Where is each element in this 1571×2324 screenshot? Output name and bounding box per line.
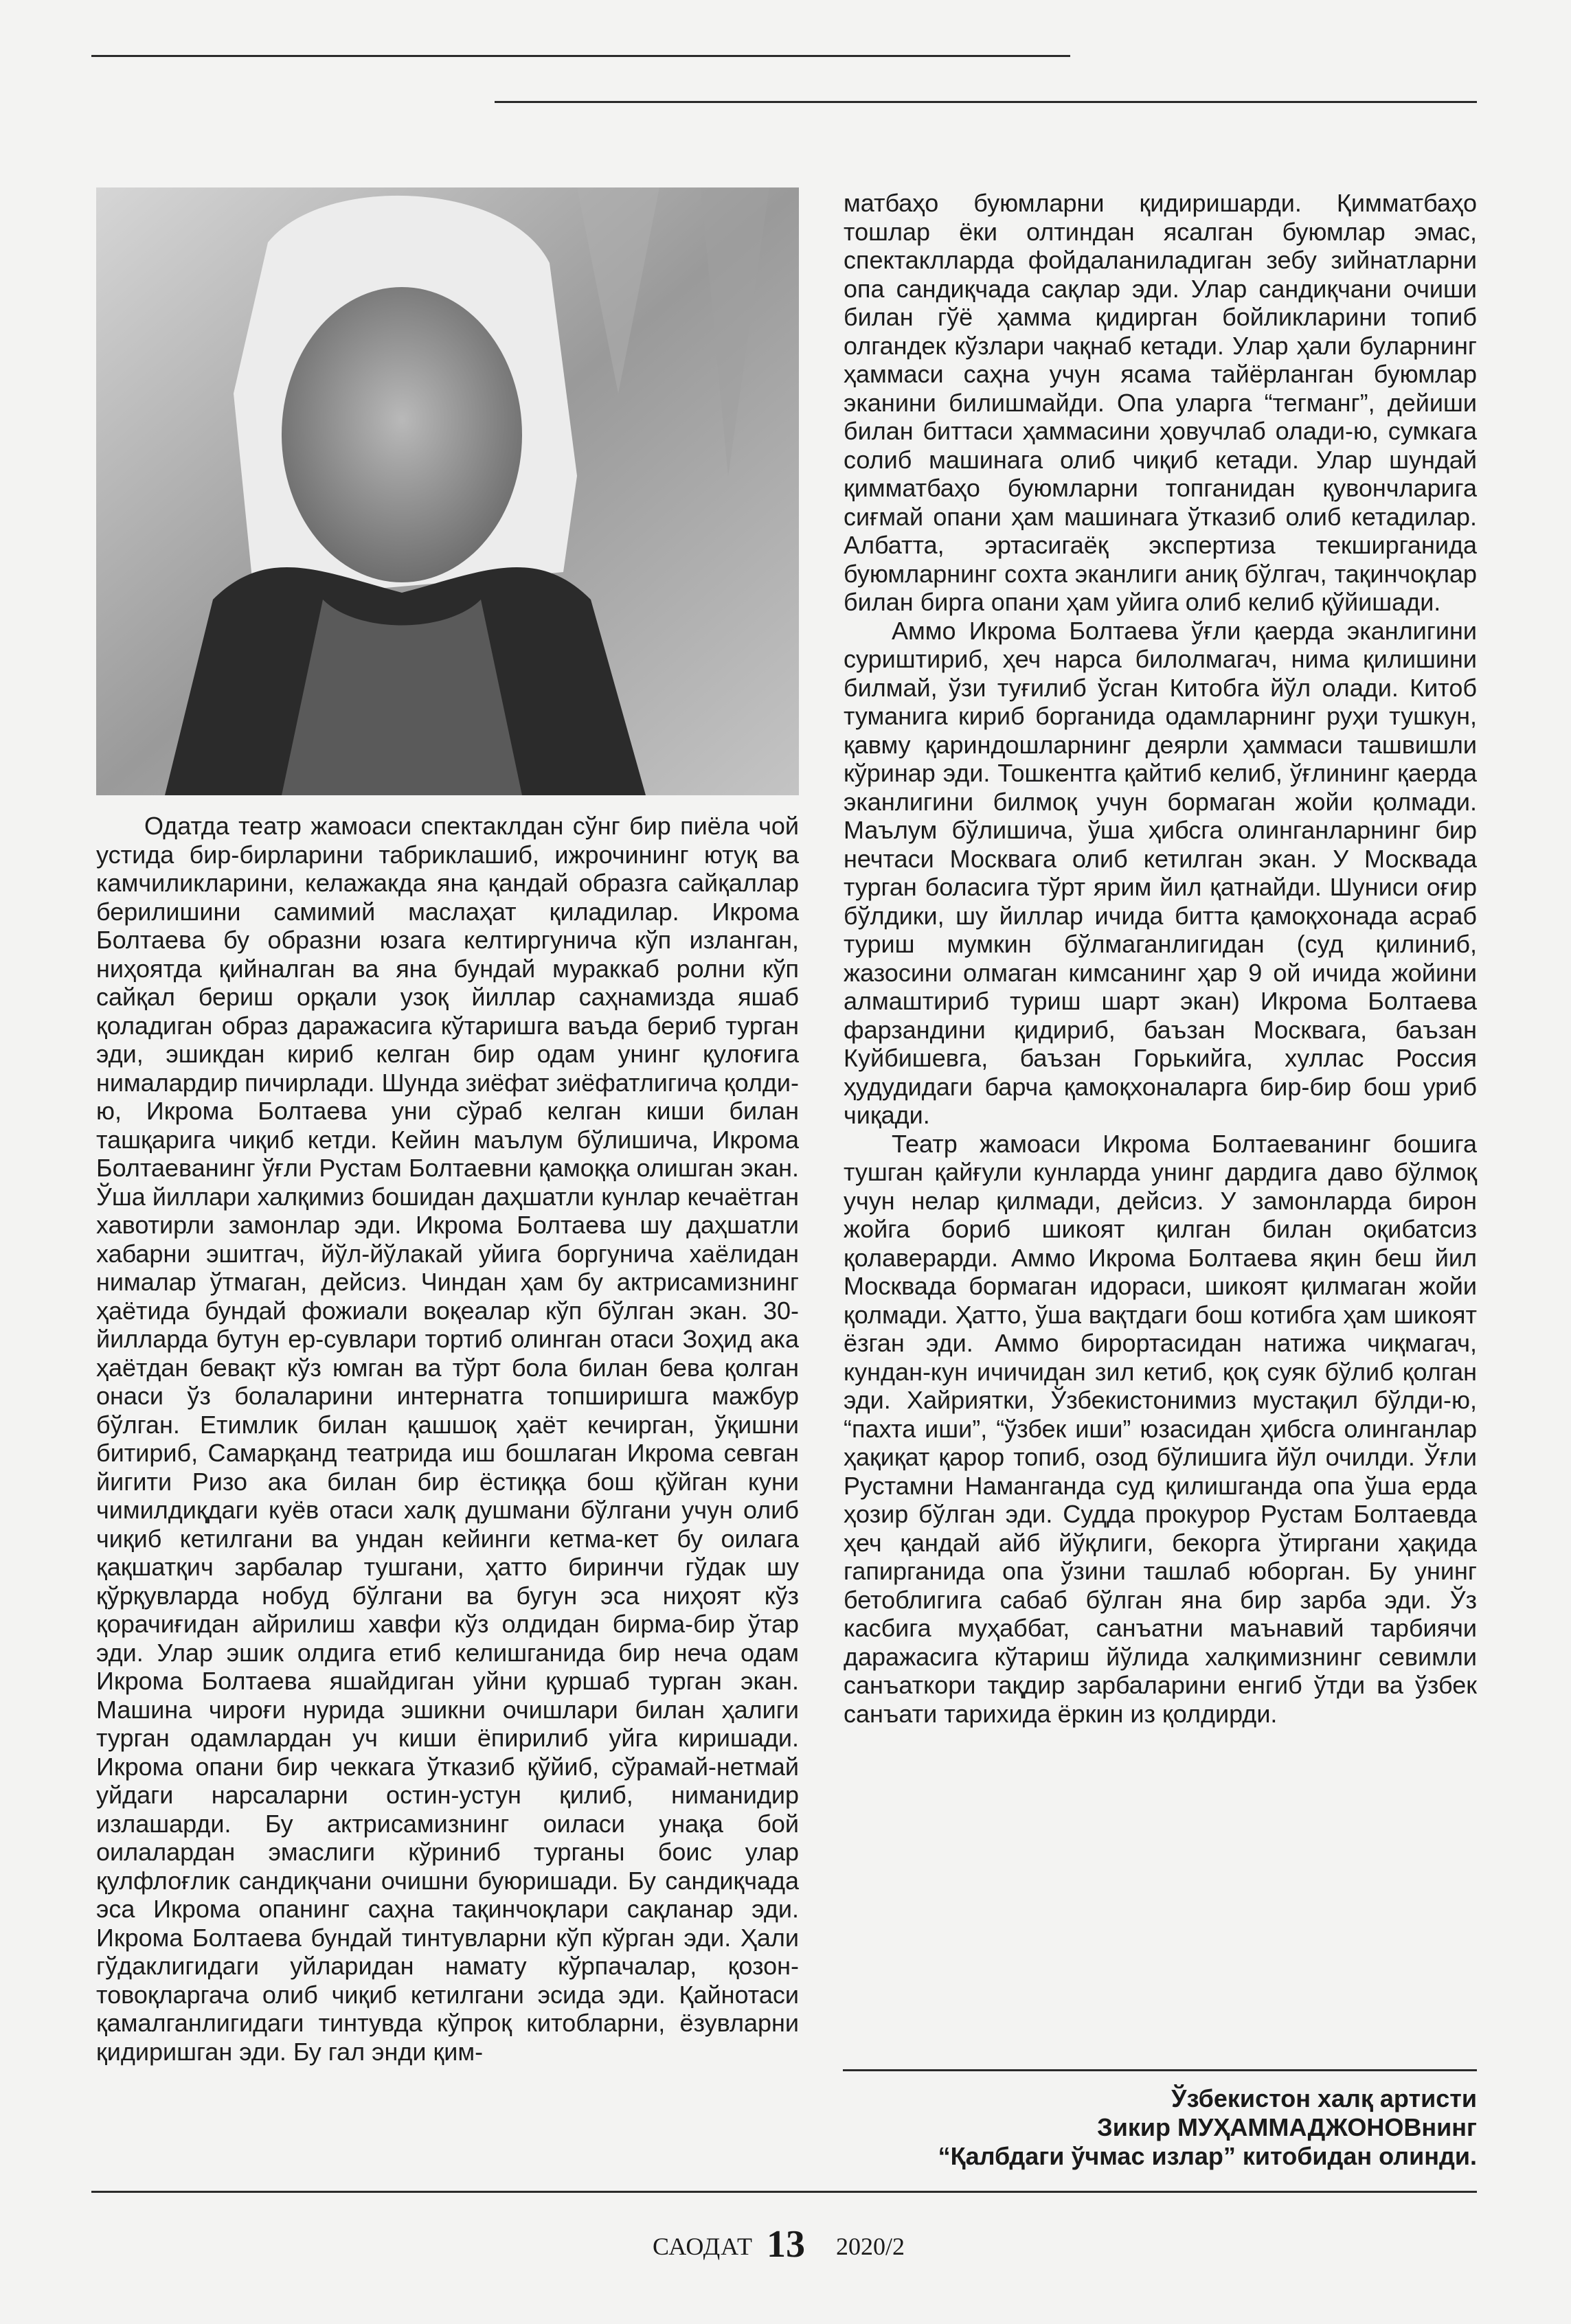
credit-block — [844, 2084, 1477, 2171]
top-rule-2 — [495, 101, 1477, 103]
right-paragraph-2: Аммо Икрома Болтаева ўғли қаерда эканлигини суриштириб, ҳеч нарса билолмагач, нима қилишини билмай, ўзи туғилиб ўсган Китобга йўл олади. Китоб туманига кириб борганида одамларнинг руҳи тушкун, қавму қариндошларнинг деярли ҳаммаси ташвишли кўринар эди. Тошкентга қайтиб келиб, ўғлининг қаерда эканлигини билмоқ учун бормаган жойи қолмади. Маълум бўлишича, ўша ҳибсга олинганларнинг бир нечтаси Москвага олиб кетилган экан. У Москвада турган боласига тўрт ярим йил қатнайди. Шуниси оғир бўлдики, шу йиллар ичида битта қамоқхонада асраб туриш мумкин бўлмаганлигидан (суд қилиниб, жазосини олмаган кимсанинг ҳар 9 ой ичида жойини алмаштириб туриш шарт экан) Икрома Болтаева фарзандини қидириб, баъзан Москвага, баъзан Куйбишевга, баъзан Горькийга, хуллас Россия ҳудудидаги барча қамоқхоналарга бир-бир бош уриб чиқади. — [844, 616, 1477, 1129]
issue-number: 2020/2 — [836, 2233, 905, 2260]
right-paragraph-1: матбаҳо буюмларни қидиришарди. Қимматбаҳо тошлар ёки олтиндан ясалган буюмлар эмас, спектаклларда фойдаланиладиган зебу зийнатларни опа сандиқчада сақлар эди. Улар сандиқчани очиши билан гўё ҳамма қидирган бойликларини топиб олгандек кўзлари чақнаб кетади. Улар ҳали буларнинг ҳаммаси саҳна учун ясама тайёрланган буюмлар эканини билишмайди. Опа уларга “тегманг”, дейиши билан биттаси ҳаммасини ҳовучлаб олади-ю, сумкага солиб машинага олиб чиқиб кетади. Улар шундай қимматбаҳо буюмларни топганидан қувончларига сиғмай опани ҳам машинага ўтказиб олиб кетадилар. Албатта, эртасигаёқ экспертиза текширганида буюмларнинг сохта эканлиги аниқ бўлгач, тақинчоқлар билан бирга опани ҳам уйига олиб келиб қўйишади. — [844, 189, 1477, 616]
magazine-name: САОДАТ — [653, 2233, 754, 2260]
credit-separator — [843, 2069, 1477, 2071]
portrait-photo-icon — [96, 187, 799, 795]
left-column — [96, 812, 799, 2066]
right-column — [844, 189, 1477, 1728]
page-number: 13 — [767, 2223, 805, 2266]
credit-line-1: Ўзбекистон халқ артисти — [1171, 2084, 1477, 2112]
credit-line-3: “Қалбдаги ўчмас излар” китобидан олинди. — [938, 2142, 1477, 2170]
footer-rule — [91, 2191, 1477, 2193]
portrait-photo — [96, 187, 799, 795]
top-rule-1 — [91, 55, 1070, 57]
credit-line-2: Зикир МУҲАММАДЖОНОВнинг — [1097, 2113, 1477, 2141]
left-paragraph-1: Одатда театр жамоаси спектаклдан сўнг бир пиёла чой устида бир-бирларини табриклашиб, ижрочининг ютуқ ва камчиликларини, келажакда яна қандай образга сайқаллар берилишини самимий маслаҳат қиладилар. Икрома Болтаева бу образни юзага келтиргунича кўп изланган, ниҳоятда қийналган ва яна бундай мураккаб ролни кўп сайқал бериш орқали узоқ йиллар саҳнамизда яшаб қоладиган образ даражасига кўтаришга ваъда бериб турган эди, эшикдан кириб келган бир одам унинг қулоғига нималардир пичирлади. Шунда зиёфат зиёфатлигича қолди-ю, Икрома Болтаева уни сўраб келган киши билан ташқарига чиқиб кетди. Кейин маълум бўлишича, Икрома Болтаеванинг ўғли Рустам Болтаевни қамоққа олишган экан. Ўша йиллари халқимиз бошидан даҳшатли кунлар кечаётган хавотирли замонлар эди. Икрома Болтаева шу даҳшатли хабарни эшитгач, йўл-йўлакай уйига боргунича хаёлидан нималар ўтмаган, дейсиз. Чиндан ҳам бу актрисамизнинг ҳаётида бундай фожиали воқеалар кўп бўлган экан. 30-йилларда бутун ер-сувлари тортиб олинган отаси Зоҳид ака ҳаётдан бевақт кўз юмган ва тўрт бола билан бева қолган онаси ўз болаларини интернатга топширишга мажбур бўлган. Етимлик билан қашшоқ ҳаёт кечирган, ўқишни битириб, Самарқанд театрида иш бошлаган Икрома севган йигити Ризо ака билан бир ёстиққа бош қўйган куни чимилдиқдаги куёв отаси халқ душмани бўлгани учун олиб чиқиб кетилгани ва ундан кейинги кетма-кет бу оилага қақшатқич зарбалар тушгани, ҳатто биринчи гўдак шу қўрқувларда нобуд бўлгани ва бугун эса ниҳоят кўз қорачиғидан айрилиш хавфи кўз олдидан бирма-бир ўтар эди. Улар эшик олдига етиб келишганида бир неча одам Икрома Болтаева яшайдиган уйни қуршаб турган экан. Машина чироғи нурида эшикни очишлари билан ҳалиги турган одамлардан уч киши ёпирилиб уйга киришади. Икрома опани бир чеккага ўтказиб қўйиб, сўрамай-нетмай уйдаги нарсаларни остин-устун қилиб, ниманидир излашарди. Бу актрисамизнинг оиласи унақа бой оилалардан эмаслиги кўриниб турганы боис улар қулфлоғлик сандиқчани очишни буюришади. Бу сандиқчада эса Икрома опанинг саҳна тақинчоқлари сақланар эди. Икрома Болтаева бундай тинтувларни кўп кўрган эди. Ҳали гўдаклигидаги уйларидан намату кўрпачалар, қозон-товоқларгача олиб чиқиб кетилгани эсида эди. Қайнотаси қамалганлигидаги тинтувда кўпроқ китобларни, ёзувларни қидиришган эди. Бу гал энди қим- — [96, 812, 799, 2066]
right-paragraph-3: Театр жамоаси Икрома Болтаеванинг бошига тушган қайғули кунларда унинг дардига даво бўлмоқ учун нелар қилмади, дейсиз. У замонларда бирон жойга бориб шикоят қилган билан оқибатсиз қолаверарди. Аммо Икрома Болтаева яқин беш йил Москвада бормаган идораси, шикоят қилмаган жойи қолмади. Ҳатто, ўша вақтдаги бош котибга ҳам шикоят ёзган эди. Аммо бирортасидан натижа чиқмагач, кундан-кун ичичидан зил кетиб, қоқ суяк бўлиб қолган эди. Хайриятки, Ўзбекистонимиз мустақил бўлди-ю, “пахта иши”, “ўзбек иши” юзасидан ҳибсга олинганлар ҳақиқат қарор топиб, озод бўлишига йўл очилди. Ўғли Рустамни Наманганда суд қилишганда опа ўша ерда ҳозир бўлган эди. Судда прокурор Рустам Болтаевда ҳеч қандай айб йўқлиги, бекорга ўтиргани ҳақида гапирганида опа ўзини ташлаб юборган. Бу унинг бетоблигига сабаб бўлган яна бир зарба эди. Ўз касбига муҳаббат, санъатни маънавий тарбиячи даражасига кўтариш йўлида халқимизнинг севимли санъаткори тақдир зарбаларини енгиб ўтди ва ўзбек санъати тарихида ёркин из қолдирди. — [844, 1129, 1477, 1728]
